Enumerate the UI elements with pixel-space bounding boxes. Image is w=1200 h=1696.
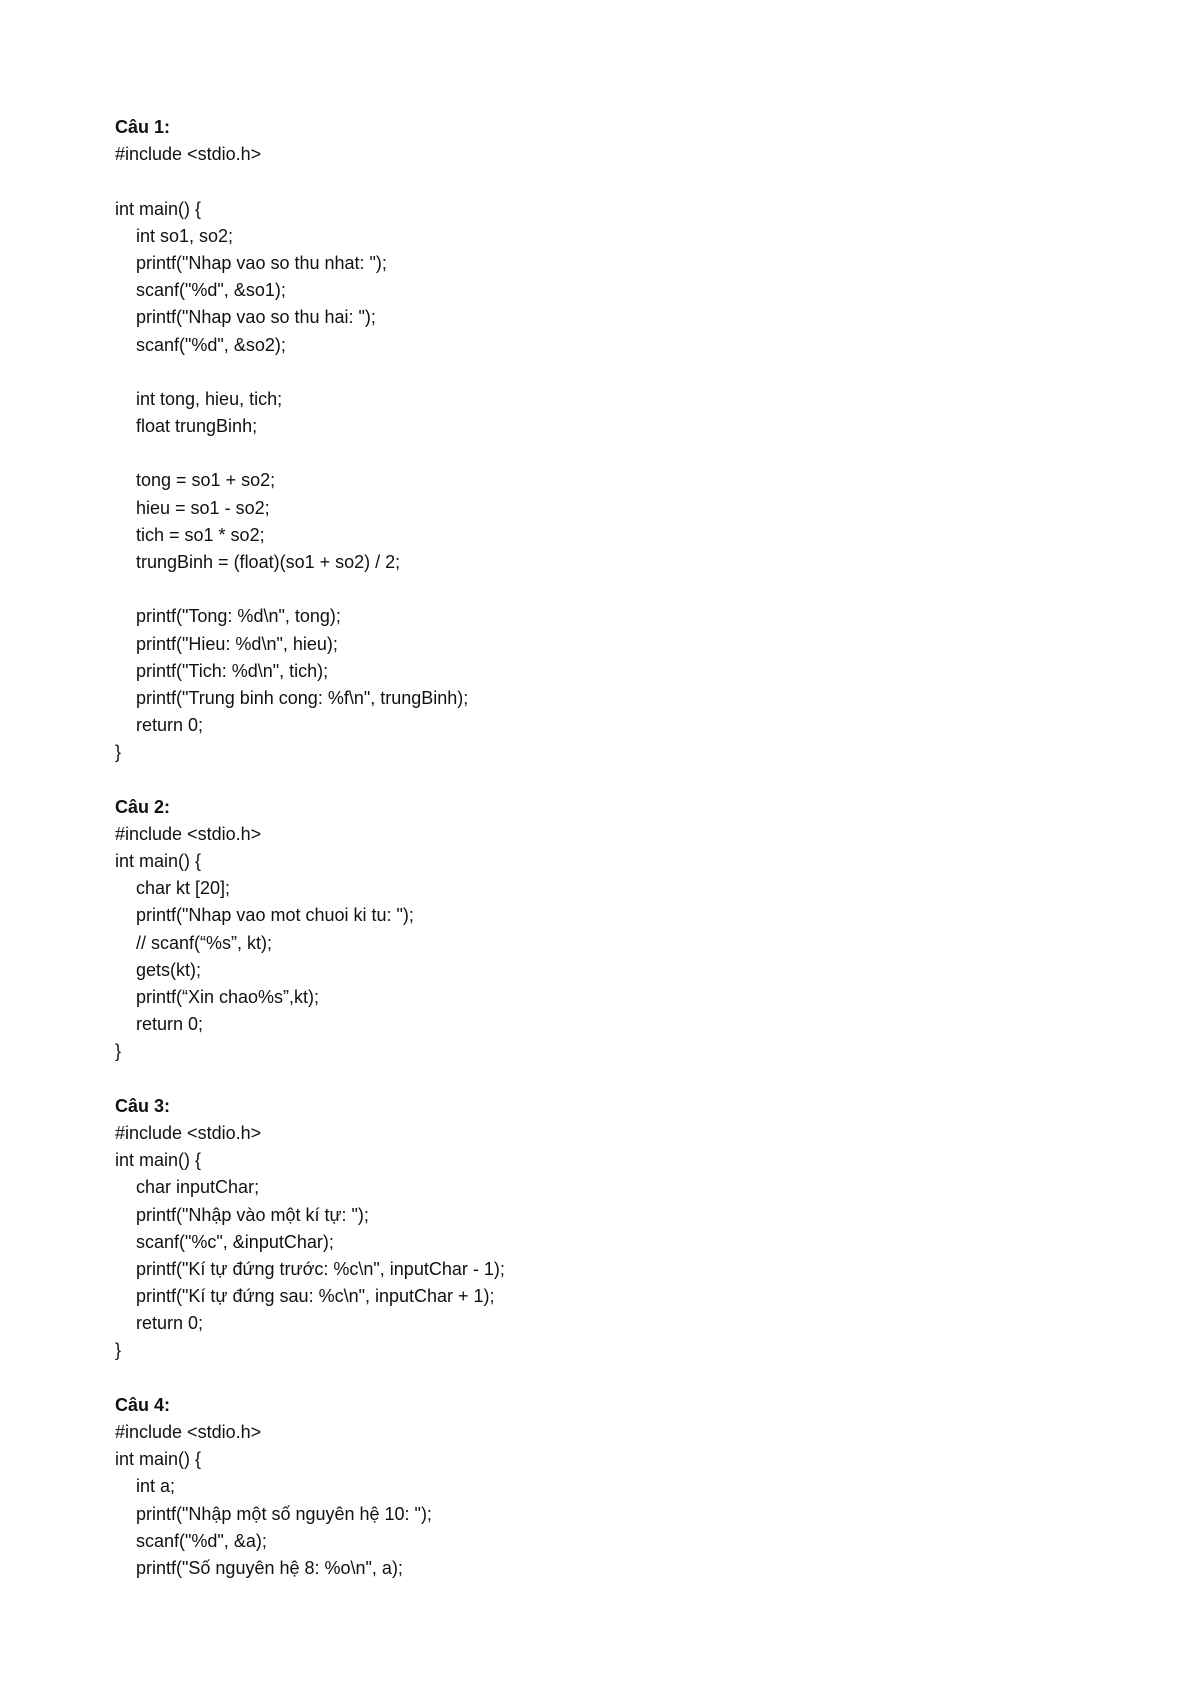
code-line: int main() { [115,198,202,219]
code-line: printf("Nhap vao mot chuoi ki tu: "); [136,905,414,926]
code-line: printf(“Xin chao%s”,kt); [136,987,320,1007]
code-line: char kt [20]; [136,878,231,899]
code-line: int tong, hieu, tich; [136,388,283,409]
blank-line [115,576,1115,603]
document-content [115,114,1115,1582]
section-spacer [115,1365,1115,1392]
section-spacer [115,767,1115,794]
question-section [115,1093,1115,1392]
code-line: // scanf(“%s”, kt); [136,932,273,953]
question-heading: Câu 3: [115,1095,171,1116]
code-line: printf("Kí tự đứng trước: %c\n", inputChar - 1); [136,1258,505,1279]
code-line: scanf("%d", &so2); [136,334,286,355]
code-line: #include <stdio.h> [115,823,262,844]
blank-line [115,168,1115,195]
code-line: printf("Trung binh cong: %f\n", trungBinh); [136,687,469,708]
code-line: } [115,1340,122,1361]
code-line: tich = so1 * so2; [136,524,265,545]
code-line: } [115,742,122,763]
question-heading: Câu 1: [115,117,171,137]
code-line: hieu = so1 - so2; [136,497,270,518]
code-line: printf("Kí tự đứng sau: %c\n", inputChar + 1); [136,1286,495,1307]
code-line: printf("Nhập vào một kí tự: "); [136,1204,369,1225]
code-line: scanf("%c", &inputChar); [136,1231,334,1252]
code-line: int main() { [115,1449,202,1470]
code-line: printf("Nhap vao so thu nhat: "); [136,252,387,273]
code-line: #include <stdio.h> [115,144,262,165]
section-spacer [115,1066,1115,1093]
code-line: printf("Tong: %d\n", tong); [136,606,341,627]
code-line: float trungBinh; [136,416,258,437]
question-heading: Câu 2: [115,796,171,817]
question-heading: Câu 4: [115,1394,171,1415]
code-line: } [115,1041,122,1062]
blank-line [115,359,1115,386]
code-line: tong = so1 + so2; [136,470,276,491]
code-line: printf("Hieu: %d\n", hieu); [136,633,338,654]
code-line: int so1, so2; [136,225,234,246]
code-line: printf("Tich: %d\n", tich); [136,660,329,681]
code-line: #include <stdio.h> [115,1422,262,1442]
code-line: return 0; [136,715,204,736]
code-line: printf("Nhap vao so thu hai: "); [136,307,376,328]
code-line: return 0; [136,1014,204,1035]
question-section [115,794,1115,1093]
code-line: int a; [136,1476,176,1497]
code-line: #include <stdio.h> [115,1122,262,1143]
question-section [115,1392,1115,1582]
blank-line [115,440,1115,467]
code-line: return 0; [136,1313,204,1334]
code-line: printf("Nhập một số nguyên hệ 10: "); [136,1503,432,1524]
code-line: int main() { [115,851,202,872]
code-line: printf("Số nguyên hệ 8: %o\n", a); [136,1557,403,1578]
code-line: scanf("%d", &so1); [136,280,286,301]
code-line: scanf("%d", &a); [136,1530,267,1551]
code-line: char inputChar; [136,1177,260,1198]
code-line: int main() { [115,1150,202,1171]
question-section [115,114,1115,794]
code-line: gets(kt); [136,959,202,980]
code-line: trungBinh = (float)(so1 + so2) / 2; [136,552,401,572]
